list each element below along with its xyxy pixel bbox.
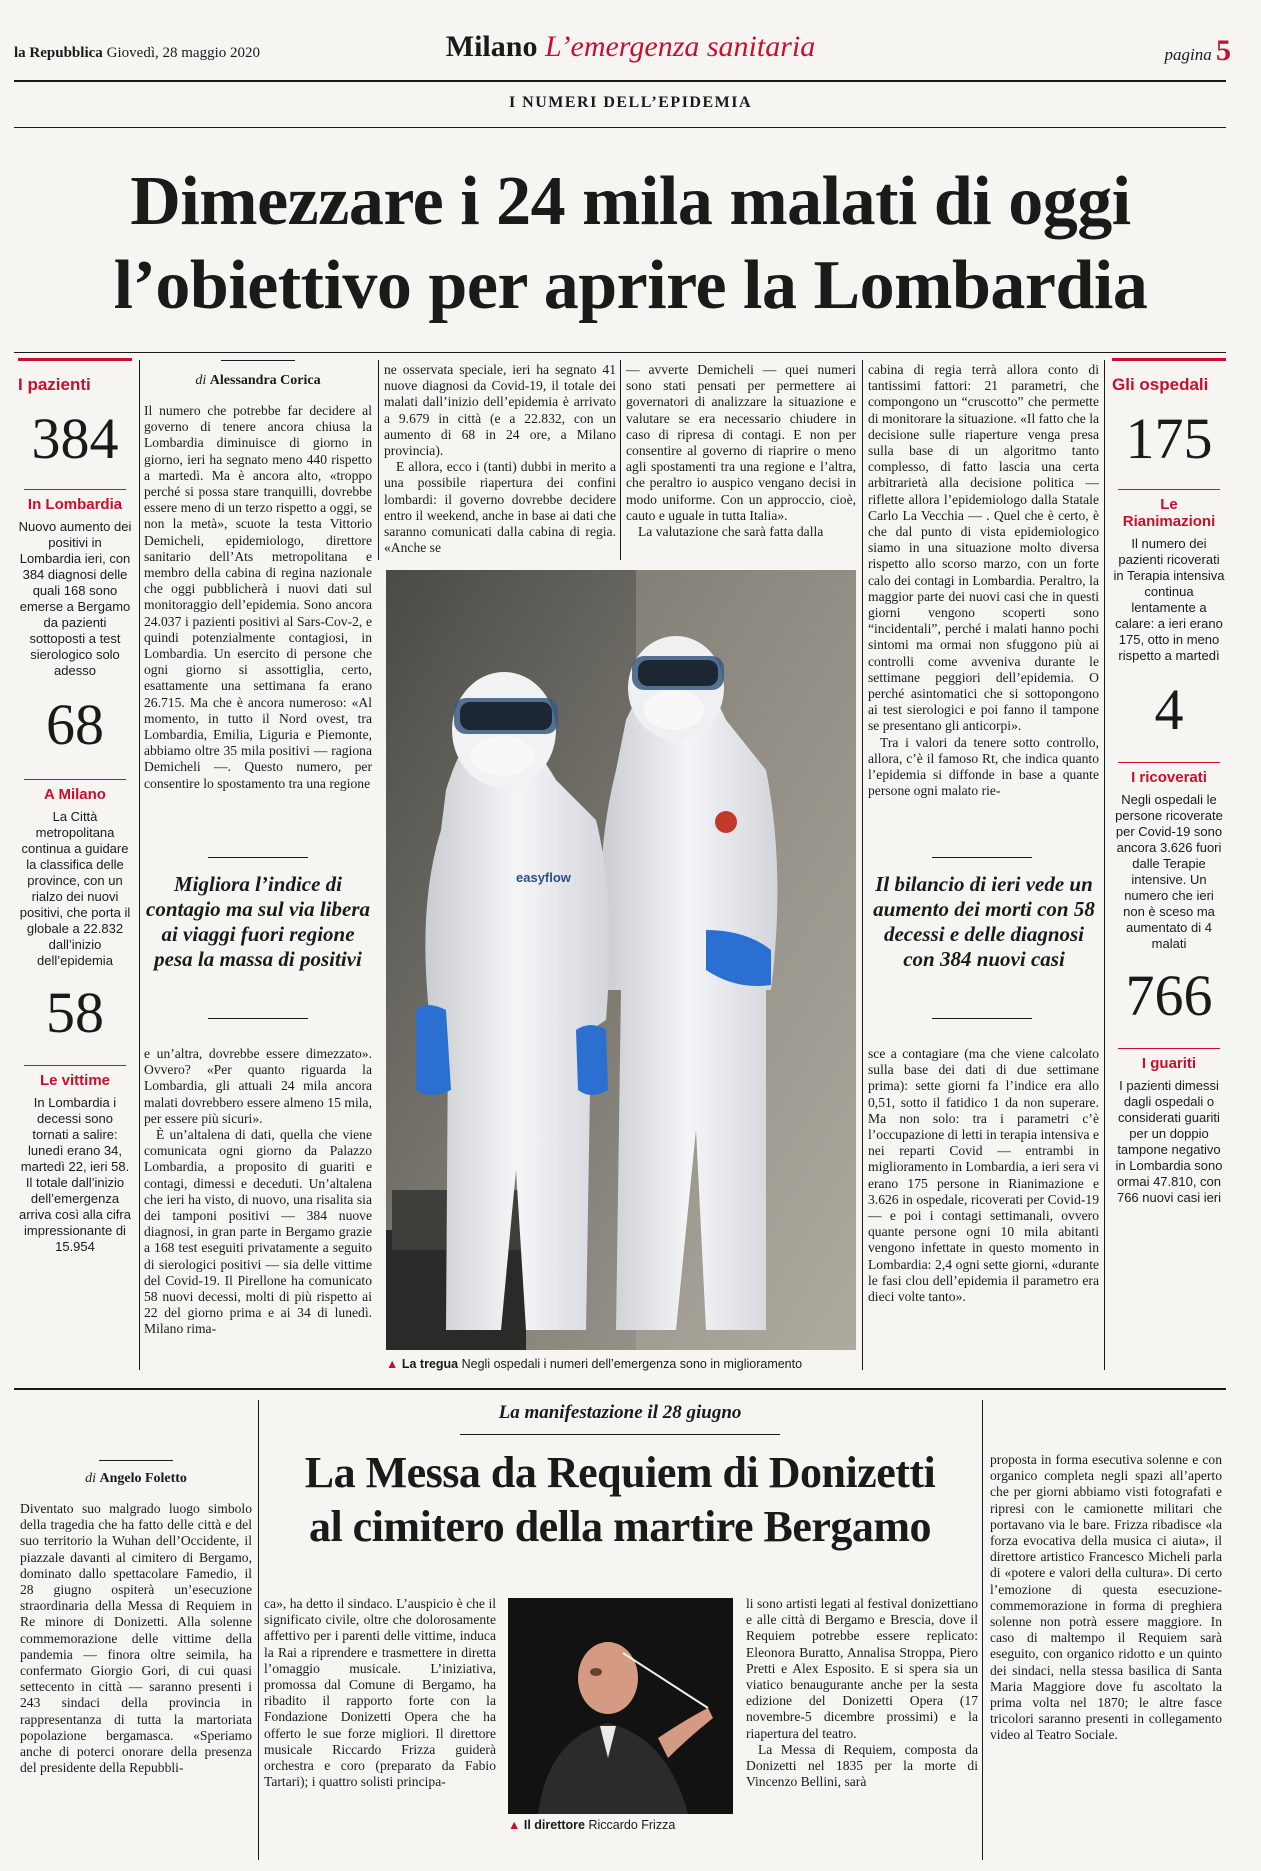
article2-col3: li sono artisti legati al festival donizettiano e alle città di Bergamo e Brescia, dove il Requiem potrebbe essere replicato: Eleonora Buratto, Annalisa Stroppa, Piero Pretti e Alex Esposito. E si spera sia un viatico benaugurante anche per la sesta edizione del Donizetti Opera (17 novembre-5 dicembre prossimi) e la riapertura del teatro. La Messa di Requiem, composta da Donizetti nel 1835 per la morte di Vincenzo Bellini, sarà xyxy=(746,1596,978,1790)
headline-rule xyxy=(14,352,1226,353)
kicker: I NUMERI DELL’EPIDEMIA xyxy=(508,94,753,111)
right-stat-2-text: Negli ospedali le persone ricoverate per Covid-19 sono ancora 3.626 fuori dalle Terapie intensive. Un numero che ieri non è sceso ma aumentato di 4 malati xyxy=(1115,792,1223,951)
article2-col1-text: Diventato suo malgrado luogo simbolo della tragedia che ha fatto delle città e del suo territorio la Wuhan dell’Occidente, il piazzale davanti al cimitero di Bergamo, dominato dallo spettacolare Famedio, il 28 giugno ospiterà un’esecuzione straordinaria della Messa di Requiem in Re minore di Donizetti. Alla solenne commemorazione delle vittime della pandemia — finora oltre seimila, ha confermato Giorgio Gori, di cui quasi settecento in città — saranno presenti i 243 sindaci della provincia in rappresentanza di tutta la martoriata popolazione bergamasca. «Speriamo anche di poterci onorare della presenza del presidente della Repubbli- xyxy=(20,1501,252,1776)
article2-byline: di Angelo Foletto xyxy=(85,1471,187,1486)
article1-byline: di Alessandra Corica xyxy=(195,373,321,388)
article1-col4: cabina di regia terrà allora conto di tantissimi fattori: 21 parametri, che compongono un “cruscotto” che permette di monitorare la situazione. «Il fatto che la decisione sulle riaperture venga presa sulla base di un algoritmo tanto complesso, di fatto lascia una certa arbitrarietà alla decisione politica — riflette allora l’epidemiologo dalla Statale Carlo La Vecchia — . Quel che è certo, è che dal punto di vista epidemiologico siamo in una situazione molto diversa rispetto allo scorso marzo, con un forte calo dei contagi in Lombardia. Peraltro, la maggior parte dei nuovi casi che in questi giorni vengono scoperti sono “incidentali”, perché i malati hanno pochi sintomi ma ormai non sfuggono più ai controlli come avveniva durante le settimane peggiori dell’epidemia. O perché asintomatici che si sottopongono ai test sierologici e poi fanno il tampone se presentano gli anticorpi». Tra i valori da tenere sotto controllo, allora, c’è il famoso Rt, che indica quanto l’epidemia si diffonde in base a quante persone ogni malato rie- xyxy=(868,362,1100,799)
right-sidebar xyxy=(1112,358,1226,1206)
section-divider xyxy=(14,1388,1226,1390)
top-rule xyxy=(14,80,1226,82)
healthcare-workers-illustration xyxy=(386,570,856,1350)
headline-line-1: Dimezzare i 24 mila malati di oggi xyxy=(130,163,1131,240)
article1-column-1 xyxy=(144,360,372,792)
right-stat-1-label: Le Rianimazioni xyxy=(1122,496,1216,530)
article1-col2: ne osservata speciale, ieri ha segnato 41 nuove diagnosi da Covid-19, il totale dei malati dall’inizio dell’epidemia è arrivato a 9.679 in città (e a 22.832, con un aumento di 68 in 24 ore, a Milano provincia). E allora, ecco i (tanti) dubbi in merito a una possibile riapertura dei confini lombardi: il governo dovrebbe decidere entro il weekend, anche in base ai dati che saranno comunicati dalla cabina di regia. «Anche se xyxy=(384,362,616,556)
article1-author: Alessandra Corica xyxy=(209,373,321,388)
suit-logo-text: easyflow xyxy=(516,870,571,885)
article2-headline xyxy=(260,1446,980,1554)
left-stat-1-text: Nuovo aumento dei positivi in Lombardia ieri, con 384 diagnosi delle quali 168 sono emerse a Bergamo da pazienti sottoposti a test sierologico solo adesso xyxy=(18,519,132,678)
right-stat-3-label: I guariti xyxy=(1141,1055,1197,1072)
right-stat-3: 766 xyxy=(1125,963,1213,1028)
main-headline xyxy=(0,160,1261,328)
left-stat-2: 68 xyxy=(46,692,104,757)
headline-line-2: l’obiettivo per aprire la Lombardia xyxy=(113,247,1148,324)
article2-column-1 xyxy=(20,1460,252,1776)
section-title: L’emergenza sanitaria xyxy=(544,30,816,63)
right-stat-1: 175 xyxy=(1125,406,1213,471)
pull-quote-right: Il bilancio di ieri vede un aumento dei morti con 58 decessi e delle diagnosi con 384 nuovi casi xyxy=(873,872,1095,971)
photo-caption: ▲ La tregua Negli ospedali i numeri dell’emergenza sono in miglioramento xyxy=(386,1357,803,1371)
page-label: pagina xyxy=(1164,45,1212,64)
pull-quote-left: Migliora l’indice di contagio ma sul via libera ai viaggi fuori regione pesa la massa di positivi xyxy=(146,872,371,971)
page-indicator xyxy=(1165,34,1231,68)
masthead: la Repubblica xyxy=(14,45,103,61)
conductor-illustration xyxy=(508,1598,733,1814)
left-stat-2-label: A Milano xyxy=(44,786,106,803)
article1-col1-text: Il numero che potrebbe far decidere al governo di tenere ancora chiusa la Lombardia diminuisce di giorno in giorno, ieri ha segnato meno 440 rispetto a martedì. Ma è ancora alto, «troppo perché si possa stare tranquilli, dovrebbe essere meno di un terzo rispetto a oggi, se non la metà», scuote la testa Vittorio Demicheli, epidemiologo, direttore sanitario dell’Ats metropolitana e membro della cabina di regina nazionale che oggi pubblicherà i nuovi dati sul monitoraggio dell’epidemia. Sono ancora 24.037 i pazienti positivi al Sars-Cov-2, e quindi potenzialmente contagiosi, in Lombardia. Un esercito di persone che ogni giorno si assottiglia, certo, esattamente una settimana fa erano 26.715. Ma che è ancora numeroso: «Al momento, in tutto il Nord ovest, tra Lombardia, Emilia, Liguria e Piemonte, abbiamo oltre 35 mila positivi — ragiona Demicheli —. Questo numero, per consentire lo spostamento tra una regione xyxy=(144,403,372,791)
left-sidebar xyxy=(18,358,132,1255)
section-header xyxy=(0,30,1261,64)
article2-headline-line-1: La Messa da Requiem di Donizetti xyxy=(304,1448,936,1497)
left-sidebar-title: I pazienti xyxy=(18,375,91,394)
article2-kicker: La manifestazione il 28 giugno xyxy=(498,1402,742,1423)
section-city: Milano xyxy=(445,30,538,63)
article1-col4-bottom: sce a contagiare (ma che viene calcolato sulla base dei dati di due settimane prima): sette giorni fa l’indice era allo 0,51, sotto il fatidico 1 da non superare. Ma non solo: tra i parametri c’è l’occupazione di letti in terapia intensiva e nei reparti Covid — entrambi in miglioramento in Lombardia, a ieri sera vi erano 175 persone in Rianimazione e 3.626 in ospedale, ricoverati per Covid-19 — e poi i contagi settimanali, ovvero quante persone ogni 10 mila abitanti vengono infettate in questo momento in Lombardia: 2,4 ogni sette giorni, «durante le fasi clou dell’epidemia il parametro era dieci volte tanto». xyxy=(868,1046,1100,1305)
article2-photo-caption: ▲ Il direttore Riccardo Frizza xyxy=(508,1818,676,1832)
right-stat-3-text: I pazienti dimessi dagli ospedali o considerati guariti per un doppio tampone negativo in Lombardia sono ormai 47.810, con 766 nuovi casi ieri xyxy=(1115,1078,1223,1205)
article2-author: Angelo Foletto xyxy=(99,1471,187,1486)
article2-photo xyxy=(508,1598,733,1814)
right-stat-2-label: I ricoverati xyxy=(1131,769,1207,786)
article1-col3: — avverte Demicheli — quei numeri sono stati pensati per permettere ai governatori di analizzare la situazione e valutare se era necessario chiudere in caso di ripresa di contagi. E non per consentire al governo di riaprire o meno agli spostamenti tra una regione e l’altra, che peraltro io auspico vengano decisi in modo uniforme. Con un approccio, cioè, cauto e uguale in tutta Italia». La valutazione che sarà fatta dalla xyxy=(626,362,856,540)
right-sidebar-title: Gli ospedali xyxy=(1112,375,1209,394)
right-stat-1-text: Il numero dei pazienti ricoverati in Terapia intensiva continua lentamente a calare: a ieri erano 175, otto in meno rispetto a martedì xyxy=(1113,536,1225,663)
left-stat-1-label: In Lombardia xyxy=(27,496,123,513)
left-stat-2-text: La Città metropolitana continua a guidare la classifica delle province, con un rialzo dei nuovi positivi, che porta il globale a 22.832 dall’inizio dell’epidemia xyxy=(19,809,131,968)
kicker-rule xyxy=(14,127,1226,128)
article2-headline-line-2: al cimitero della martire Bergamo xyxy=(308,1502,932,1551)
right-stat-2: 4 xyxy=(1154,677,1184,742)
issue-date: Giovedì, 28 maggio 2020 xyxy=(106,45,260,61)
left-stat-1: 384 xyxy=(31,406,119,471)
left-stat-3-text: In Lombardia i decessi sono tornati a salire: lunedì erano 34, martedì 22, ieri 58. Il totale dall’inizio dell’emergenza arriva così alla cifra impressionante di 15.954 xyxy=(19,1095,131,1254)
article2-col4: proposta in forma esecutiva solenne e con organico completa negli spazi all’aperto che per giorni abbiamo visti fotografati e ripresi con le camionette militari che portavano via le bare. Frizza ribadisce «la forza evocativa della musica ci aiuta», il direttore artistico Francesco Micheli parla di «potere e valori della cultura». Di certo l’emozione di questa esecuzione-commemorazione in forma di preghiera solenne non potrà essere maggiore. In caso di maltempo il Requiem sarà eseguito, con organico ridotto e un quinto dei sindaci, nella stessa basilica di Santa Maria Maggiore dove fu ascoltato la prima volta nel 1870; le altre fasce tricolori saranno presenti in collegamento video al Teatro Sociale. xyxy=(990,1452,1222,1743)
article1-col1-bottom: e un’altra, dovrebbe essere dimezzato». Ovvero? «Per quanto riguarda la Lombardia, gli attuali 24 mila ancora malati dovrebbero essere almeno 15 mila, per essere più sicuri». È un’altalena di dati, quella che viene comunicata ogni giorno da Palazzo Lombardia, a proposito di guariti e contagi, dimessi e deceduti. Un’altalena che ieri ha visto, di nuovo, una risalita sia dei tamponi positivi — 384 nuove diagnosi, in gran parte in Bergamo grazie a 168 test eseguiti privatamente a seguito di sierologici positivi — sia delle vittime del Covid-19. Il Pirellone ha comunicato 58 nuovi decessi, molti di più rispetto ai 22 del giorno prima e ai 34 di lunedì. Milano rima- xyxy=(144,1046,372,1337)
page-number: 5 xyxy=(1216,34,1231,67)
left-stat-3-label: Le vittime xyxy=(39,1072,111,1089)
article1-photo xyxy=(386,570,856,1350)
left-stat-3: 58 xyxy=(46,980,104,1045)
article2-col2: ca», ha detto il sindaco. L’auspicio è che il significato civile, oltre che dolorosamente affettivo per i parenti delle vittime, induca la Rai a riprendere e trasmettere in diretta l’omaggio musicale. L’iniziativa, promossa dal Comune di Bergamo, ha ribadito il rapporto forte con la Fondazione Donizetti Opera che ha offerto le sue forze migliori. Il direttore musicale Riccardo Frizza guiderà orchestra e coro (preparato da Fabio Tartari); i quattro solisti principa- xyxy=(264,1596,496,1790)
